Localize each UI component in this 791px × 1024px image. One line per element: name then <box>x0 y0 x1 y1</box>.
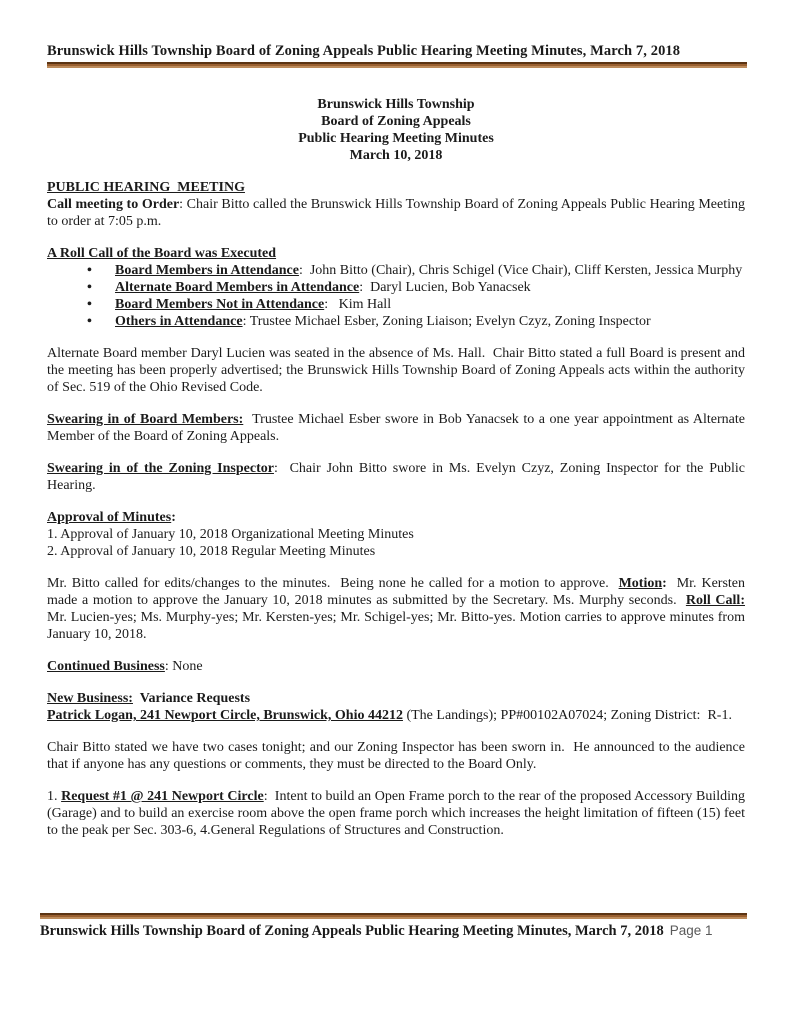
list-item-text: : Kim Hall <box>324 297 392 312</box>
list-item-alternate-members <box>115 279 745 296</box>
paragraph-minutes-motion <box>47 575 745 643</box>
page-header <box>47 43 747 68</box>
header-title: Brunswick Hills Township Board of Zoning Appeals Public Hearing Meeting Minutes, March 7, 2018 <box>47 43 681 59</box>
page-footer <box>40 913 747 940</box>
variance-property-text: (The Landings); PP#00102A07024; Zoning District: R-1. <box>402 708 732 723</box>
roll-call-heading-text: A Roll Call of the Board was Executed <box>47 246 277 261</box>
list-item-text: : John Bitto (Chair), Chris Schigel (Vice Chair), Cliff Kersten, Jessica Murphy <box>298 263 743 278</box>
motion-colon: : <box>662 576 677 591</box>
minutes-part2: Mr. Kersten made a motion to approve the January 10, 2018 minutes as submitted by the Secretary. Ms. Murphy seconds. <box>47 576 745 608</box>
list-item-text: : Daryl Lucien, Bob Yanacsek <box>359 280 531 295</box>
paragraph-swearing-board <box>47 411 745 445</box>
paragraph-continued-business <box>47 658 745 675</box>
approval-heading-label: Approval of Minutes <box>47 510 172 525</box>
heading-public-hearing-meeting <box>47 179 745 196</box>
swearing-board-label: Swearing in of Board Members: <box>47 412 244 427</box>
swearing-board-text: Trustee Michael Esber swore in Bob Yanacsek to a one year appointment as Alternate Member of the Board of Zoning Appeals. <box>47 412 745 444</box>
list-item-label: Alternate Board Members in Attendance <box>115 280 360 295</box>
list-item-not-in-attendance <box>115 296 745 313</box>
list-item-label: Others in Attendance <box>115 314 243 329</box>
list-item-board-members <box>115 262 745 279</box>
request-1-text: : Intent to build an Open Frame porch to the rear of the proposed Accessory Building (Garage) and to build an exercise room above the open frame porch which increases the height limitation of fifteen (15) feet to the peak per Sec. 303-6, 4.General Regulations of Structures and Construction. <box>47 789 746 838</box>
list-item-label: Board Members Not in Attendance <box>115 297 325 312</box>
paragraph-call-to-order <box>47 196 745 230</box>
attendance-list <box>47 262 745 330</box>
request-1-prefix: 1. <box>47 789 62 804</box>
new-business-label: New Business: <box>47 691 133 706</box>
list-item-others <box>115 313 745 330</box>
heading-new-business <box>47 690 745 707</box>
list-item-text: : Trustee Michael Esber, Zoning Liaison; Evelyn Czyz, Zoning Inspector <box>242 314 651 329</box>
request-1-label: Request #1 @ 241 Newport Circle <box>61 789 264 804</box>
doc-title-block <box>47 96 745 164</box>
heading-roll-call <box>47 245 745 262</box>
approval-item-2: 2. Approval of January 10, 2018 Regular Meeting Minutes <box>47 544 376 559</box>
paragraph-variance-property <box>47 707 745 724</box>
doc-title-line-1: Brunswick Hills Township <box>317 97 475 112</box>
list-item-label: Board Members in Attendance <box>115 263 299 278</box>
paragraph-request-1 <box>47 788 745 839</box>
minutes-part1: Mr. Bitto called for edits/changes to the minutes. Being none he called for a motion to approve. <box>47 576 619 591</box>
new-business-text: Variance Requests <box>132 691 251 706</box>
paragraph-two-cases: Chair Bitto stated we have two cases tonight; and our Zoning Inspector has been sworn in. He announced to the audience that if anyone has any questions or comments, they must be directed to the Board Only. <box>47 740 745 772</box>
paragraph-swearing-inspector <box>47 460 745 494</box>
page-number: Page 1 <box>669 923 713 938</box>
doc-title-line-3: Public Hearing Meeting Minutes <box>298 131 494 146</box>
minutes-part3: Mr. Lucien-yes; Ms. Murphy-yes; Mr. Kersten-yes; Mr. Schigel-yes; Mr. Bitto-yes. Motion carries to approve minutes from January 10, 2018. <box>47 610 745 642</box>
heading-approval-of-minutes <box>47 509 745 526</box>
variance-property-label: Patrick Logan, 241 Newport Circle, Brunswick, Ohio 44212 <box>47 708 403 723</box>
footer-title-line <box>40 922 747 940</box>
document-body <box>47 96 745 839</box>
paragraph-seating: Alternate Board member Daryl Lucien was seated in the absence of Ms. Hall. Chair Bitto stated a full Board is present and the meeting has been properly advertised; the Brunswick Hills Township Board of Zoning Appeals acts within the authority of Sec. 519 of the Ohio Revised Code. <box>47 346 745 395</box>
swearing-inspector-label: Swearing in of the Zoning Inspector <box>47 461 274 476</box>
continued-business-label: Continued Business <box>47 659 165 674</box>
motion-label: Motion <box>618 576 663 591</box>
heading-text: PUBLIC HEARING MEETING <box>47 180 245 195</box>
approval-item-1: 1. Approval of January 10, 2018 Organizational Meeting Minutes <box>47 527 414 542</box>
footer-title: Brunswick Hills Township Board of Zoning Appeals Public Hearing Meeting Minutes, March 7, 2018 <box>40 923 664 939</box>
doc-title-line-4: March 10, 2018 <box>349 148 443 163</box>
footer-rule <box>40 913 747 919</box>
call-to-order-label: Call meeting to Order <box>47 197 180 212</box>
swearing-inspector-text: : Chair John Bitto swore in Ms. Evelyn Czyz, Zoning Inspector for the Public Hearing. <box>47 461 746 493</box>
continued-business-text: : None <box>164 659 203 674</box>
call-to-order-text: : Chair Bitto called the Brunswick Hills Township Board of Zoning Appeals Public Hearing Meeting to order at 7:05 p.m. <box>47 197 745 229</box>
header-rule <box>47 62 747 68</box>
doc-title-line-2: Board of Zoning Appeals <box>321 114 471 129</box>
approval-heading-colon: : <box>171 510 176 525</box>
roll-call-label: Roll Call: <box>685 593 745 608</box>
